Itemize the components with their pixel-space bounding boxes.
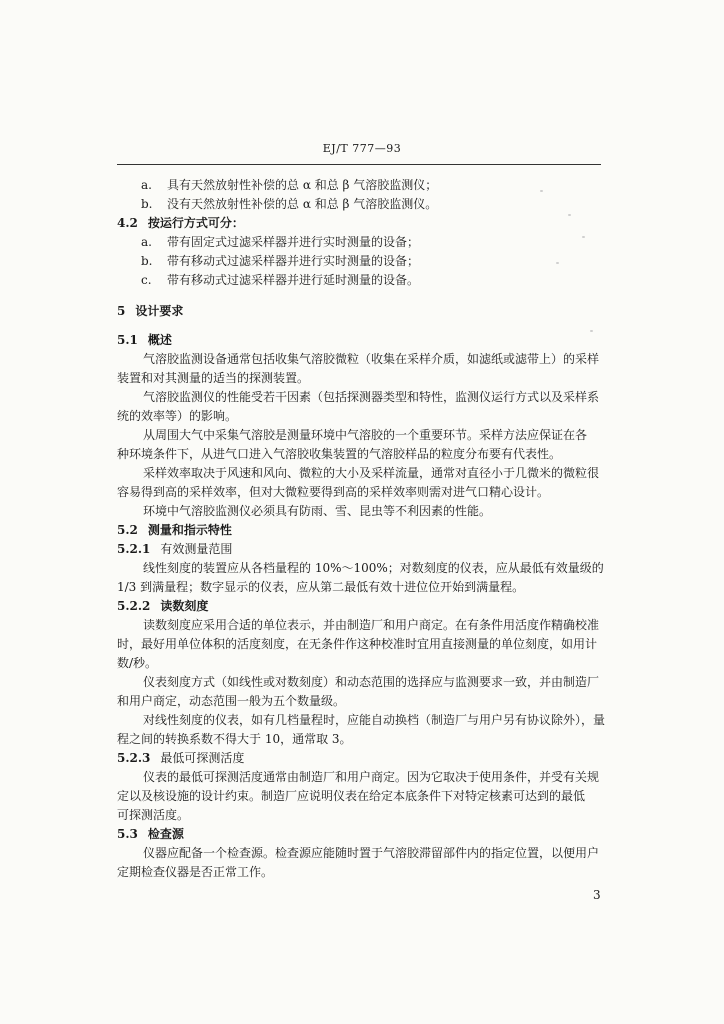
section-5-2-2-text [117, 616, 606, 749]
text-line: 定以及核设施的设计约束。制造厂应说明仪表在给定本底条件下对特定核素可达到的最低 [117, 789, 586, 803]
text-line: 对线性刻度的仪表，如有几档量程时，应能自动换档（制造厂与用户另有协议除外），量 [143, 713, 606, 727]
text-line: 装置和对其测量的适当的探测装置。 [117, 371, 310, 385]
list-4-2 [117, 233, 601, 290]
text-line: 统的效率等）的影响。 [117, 409, 238, 423]
subsection-heading-5-2-1 [117, 540, 601, 559]
section-5-3-text [117, 844, 601, 882]
text-line: 仪器应配备一个检查源。检查源应能随时置于气溶胶滞留部件内的指定位置，以便用户 [143, 846, 600, 860]
section-5-1-text [117, 350, 601, 521]
section-title: 概述 [147, 333, 172, 347]
text-line: 环境中气溶胶监测仪必须具有防雨、雪、昆虫等不利因素的性能。 [143, 504, 492, 518]
section-5-2-1-text [117, 559, 604, 597]
scan-speck [590, 330, 593, 332]
text-line: 程之间的转换系数不得大于 10，通常取 3。 [117, 732, 352, 746]
section-title: 读数刻度 [160, 599, 209, 613]
section-number: 5.2.1 [117, 542, 151, 556]
list-marker: a. [141, 235, 152, 249]
section-heading-5-1 [117, 331, 601, 350]
section-heading-5-2 [117, 521, 601, 540]
list-text: 没有天然放射性补偿的总 α 和总 β 气溶胶监测仪。 [167, 197, 438, 211]
section-number: 5 [117, 304, 126, 318]
list-marker: a. [141, 178, 152, 192]
section-number: 4.2 [117, 216, 138, 230]
list-item [117, 271, 601, 290]
text-line: 1/3 到满量程；数字显示的仪表，应从第二最低有效十进位位开始到满量程。 [117, 580, 525, 594]
list-4-1 [117, 176, 601, 214]
scan-speck [568, 214, 571, 216]
text-line: 容易得到高的采样效率，但对大微粒要得到高的采样效率则需对进气口精心设计。 [117, 485, 550, 499]
text-line: 数/秒。 [117, 656, 158, 670]
list-item [117, 195, 601, 214]
section-number: 5.1 [117, 333, 138, 347]
text-line: 时，最好用单位体积的活度刻度，在无条件作这种校准时宜用直接测量的单位刻度，如用计 [117, 637, 598, 651]
list-marker: c. [141, 273, 152, 287]
section-number: 5.3 [117, 827, 138, 841]
text-line: 定期检查仪器是否正常工作。 [117, 865, 274, 879]
section-number: 5.2.3 [117, 751, 151, 765]
document-code-header: EJ/T 777—93 [322, 142, 402, 155]
section-title: 按运行方式可分： [147, 216, 244, 230]
section-heading-4-2 [117, 214, 601, 233]
section-number: 5.2 [117, 523, 138, 537]
list-text: 带有移动式过滤采样器并进行延时测量的设备。 [167, 273, 420, 287]
text-line: 仪表的最低可探测活度通常由制造厂和用户商定。因为它取决于使用条件，并受有关规 [143, 770, 600, 784]
text-line: 仪表刻度方式（如线性或对数刻度）和动态范围的选择应与监测要求一致，并由制造厂 [143, 675, 600, 689]
section-number: 5.2.2 [117, 599, 151, 613]
list-text: 具有天然放射性补偿的总 α 和总 β 气溶胶监测仪； [167, 178, 438, 192]
text-line: 可探测活度。 [117, 808, 190, 822]
page-body [117, 176, 606, 882]
list-item [117, 233, 601, 252]
section-heading-5-3 [117, 825, 601, 844]
list-text: 带有移动式过滤采样器并进行实时测量的设备； [167, 254, 420, 268]
scan-speck [556, 262, 559, 264]
scan-speck [540, 190, 543, 192]
section-title: 设计要求 [135, 304, 184, 318]
section-title: 检查源 [147, 827, 184, 841]
list-item [117, 252, 601, 271]
text-line: 采样效率取决于风速和风向、微粒的大小及采样流量，通常对直径小于几微米的微粒很 [143, 466, 600, 480]
list-marker: b. [141, 254, 153, 268]
text-line: 种环境条件下，从进气口进入气溶胶收集装置的气溶胶样品的粒度分布要有代表性。 [117, 447, 562, 461]
section-title: 测量和指示特性 [147, 523, 232, 537]
header-rule [117, 164, 601, 165]
list-marker: b. [141, 197, 153, 211]
section-5-2-3-text [117, 768, 601, 825]
list-text: 带有固定式过滤采样器并进行实时测量的设备； [167, 235, 420, 249]
text-line: 线性刻度的装置应从各档量程的 10%～100%；对数刻度的仪表，应从最低有效量级的 [143, 561, 604, 575]
subsection-heading-5-2-3 [117, 749, 601, 768]
section-title: 有效测量范围 [160, 542, 233, 556]
text-line: 气溶胶监测仪的性能受若干因素（包括探测器类型和特性，监测仪运行方式以及采样系 [143, 390, 600, 404]
text-line: 从周围大气中采集气溶胶是测量环境中气溶胶的一个重要环节。采样方法应保证在各 [143, 428, 588, 442]
text-line: 和用户商定，动态范围一般为五个数量级。 [117, 694, 346, 708]
text-line: 读数刻度应采用合适的单位表示，并由制造厂和用户商定。在有条件用活度作精确校准 [143, 618, 600, 632]
section-heading-5 [117, 302, 601, 321]
subsection-heading-5-2-2 [117, 597, 601, 616]
list-item [117, 176, 601, 195]
text-line: 气溶胶监测设备通常包括收集气溶胶微粒（收集在采样介质，如滤纸或滤带上）的采样 [143, 352, 600, 366]
scan-speck [582, 236, 585, 238]
section-title: 最低可探测活度 [160, 751, 245, 765]
page-number: 3 [593, 888, 601, 902]
